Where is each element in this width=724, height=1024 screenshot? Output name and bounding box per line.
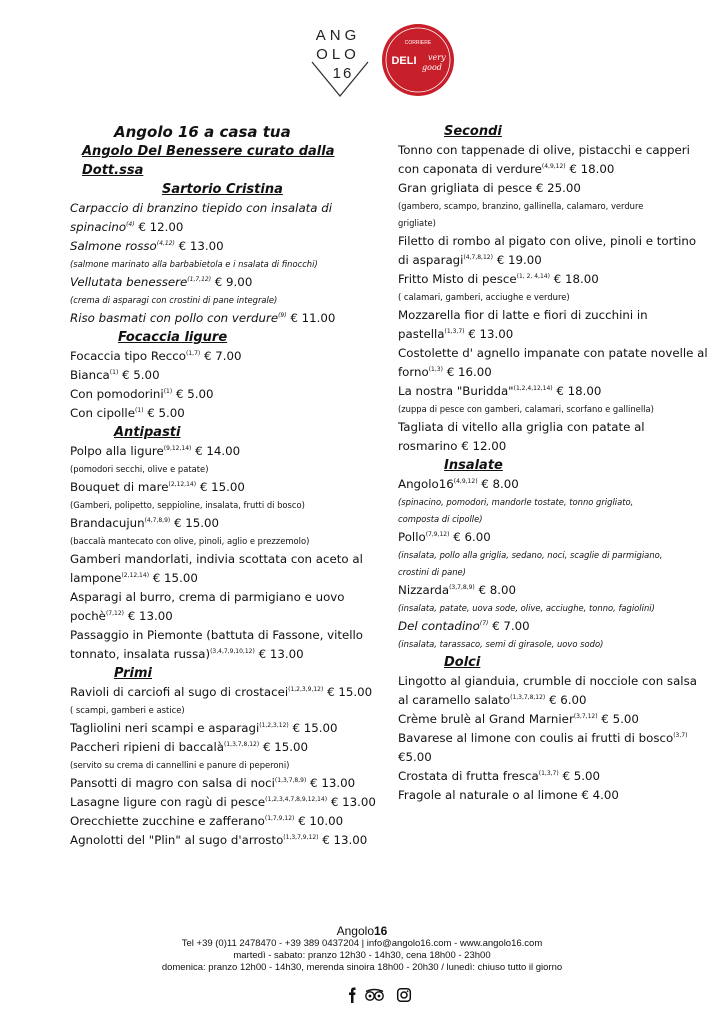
dish-name: Agnolotti del "Plin" al sugo d'arrosto — [70, 833, 284, 847]
svg-text:CORRIERE: CORRIERE — [404, 40, 432, 46]
menu-item — [70, 442, 400, 461]
dish-price: € 13.00 — [174, 239, 224, 253]
text: crostini di pane) — [398, 567, 466, 577]
text: (insalata, tarassaco, semi di girasole, uovo sodo) — [398, 639, 604, 649]
svg-text:very: very — [428, 53, 446, 62]
allergen-codes: (1,3,7,8,12) — [224, 741, 260, 749]
text: Focaccia ligure — [118, 330, 228, 345]
dish-description — [398, 198, 718, 215]
allergen-codes: (1,3,7,8,9) — [274, 777, 307, 785]
dish-description — [398, 494, 718, 511]
dish-price: € 12.00 — [134, 220, 184, 234]
menu-item — [398, 141, 718, 160]
dish-price: € 10.00 — [294, 814, 344, 828]
dish-price: € 15.00 — [288, 721, 338, 735]
dish-name: pochè — [70, 609, 106, 623]
dish-description — [398, 289, 718, 306]
text: Primi — [114, 666, 152, 681]
dish-name: Filetto di rombo al pigato con olive, pinoli e tortino — [398, 234, 697, 248]
text: Insalate — [444, 458, 503, 473]
menu-item — [70, 607, 400, 626]
dish-price: € 9.00 — [211, 275, 253, 289]
dish-name: Salmone rosso — [70, 239, 157, 253]
dish-description — [398, 401, 718, 418]
dish-description — [70, 256, 400, 273]
dish-name: €5.00 — [398, 750, 432, 764]
menu-item — [70, 831, 400, 850]
dish-name: Asparagi al burro, crema di parmigiano e uovo — [70, 590, 345, 604]
allergen-codes: (7,12) — [105, 610, 124, 618]
menu-item — [70, 199, 400, 218]
dish-name: Nizzarda — [398, 583, 450, 597]
social-links — [346, 986, 416, 1004]
dish-name: Con pomodorini — [70, 387, 164, 401]
facebook-icon[interactable] — [349, 988, 356, 1004]
text: composta di cipolle) — [398, 514, 483, 524]
menu-item — [70, 309, 400, 328]
dish-name: Gran grigliata di pesce — [398, 181, 533, 195]
menu-item — [70, 366, 400, 385]
dish-price: € 15.00 — [323, 685, 373, 699]
dish-price: € 13.00 — [318, 833, 368, 847]
menu-item — [70, 237, 400, 256]
text: (servito su crema di cannellini e panure di peperoni) — [70, 760, 290, 770]
section-heading — [398, 456, 718, 475]
dish-description — [70, 497, 400, 514]
dish-name: Brandacujun — [70, 516, 145, 530]
allergen-codes: (4) — [126, 221, 135, 229]
dish-name: Tonno con tappenade di olive, pistacchi e capperi — [398, 143, 690, 157]
menu-item — [398, 729, 718, 748]
allergen-codes: (3,4,7,9,10,12) — [210, 648, 255, 656]
menu-item — [398, 475, 718, 494]
dish-price: € 5.00 — [172, 387, 214, 401]
menu-item — [70, 478, 400, 497]
menu-item — [70, 385, 400, 404]
dish-name: Lingotto al gianduia, crumble di nocciole con salsa — [398, 674, 697, 688]
menu-left-column — [70, 122, 400, 850]
footer-brand-name: Angolo — [336, 924, 374, 938]
logo-line1: ANG — [315, 27, 361, 44]
allergen-codes: (1,7) — [186, 350, 201, 358]
dish-name: pastella — [398, 327, 445, 341]
text: (pomodori secchi, olive e patate) — [70, 464, 209, 474]
text: Dolci — [444, 655, 481, 670]
text: (baccalà mantecato con olive, pinoli, aglio e prezzemolo) — [70, 536, 310, 546]
menu-item — [398, 160, 718, 179]
dish-name: Tagliata di vitello alla griglia con patate al — [398, 420, 645, 434]
menu-item — [398, 251, 718, 270]
allergen-codes: (4,12) — [156, 240, 175, 248]
text: (insalata, patate, uova sode, olive, acciughe, tonno, fagiolini) — [398, 603, 655, 613]
menu-item — [398, 691, 718, 710]
menu-item — [70, 347, 400, 366]
dish-description — [398, 564, 718, 581]
menu-item — [398, 786, 718, 805]
allergen-codes: (4,7,8,9) — [144, 517, 171, 525]
dish-name: forno — [398, 365, 429, 379]
dish-name: Polpo alla ligure — [70, 444, 164, 458]
menu-item — [398, 418, 718, 437]
allergen-codes: (1,2,3,4,7,8,9,12,14) — [265, 796, 328, 804]
allergen-codes: (7,9,12) — [425, 531, 450, 539]
allergen-codes: (1,7,12) — [187, 276, 212, 284]
text: Secondi — [444, 124, 502, 139]
text: ( calamari, gamberi, acciughe e verdure) — [398, 292, 570, 302]
menu-item — [398, 767, 718, 786]
dish-name: Orecchiette zucchine e zafferano — [70, 814, 265, 828]
text: ( scampi, gamberi e astice) — [70, 705, 185, 715]
dish-price: € 18.00 — [549, 272, 599, 286]
dish-name: Bavarese al limone con coulis ai frutti di bosco — [398, 731, 674, 745]
menu-item — [398, 617, 718, 636]
dish-name: Bianca — [70, 368, 110, 382]
dish-name: spinacino — [70, 220, 127, 234]
dish-name: rosmarino — [398, 439, 458, 453]
dish-description — [398, 600, 718, 617]
allergen-codes: (1,2,3,9,12) — [288, 686, 324, 694]
footer-brand — [0, 924, 724, 938]
dish-price: € 25.00 — [532, 181, 581, 195]
dish-price: € 13.00 — [327, 795, 376, 809]
logo-line2: OLO — [316, 46, 360, 63]
menu-item — [70, 774, 400, 793]
svg-text:good: good — [422, 63, 442, 72]
dish-price: € 18.00 — [565, 162, 615, 176]
text: grigliate) — [398, 218, 436, 228]
menu-item — [398, 382, 718, 401]
menu-item — [70, 569, 400, 588]
allergen-codes: (1) — [109, 369, 119, 377]
dish-price: € 5.00 — [558, 769, 600, 783]
allergen-codes: (1,3) — [428, 366, 443, 374]
section-heading — [70, 328, 400, 347]
svg-text:DELI: DELI — [391, 55, 417, 67]
footer-contact: Tel +39 (0)11 2478470 - +39 389 0437204 | info@angolo16.com - www.angolo16.com — [181, 938, 543, 949]
dish-name: Bouquet di mare — [70, 480, 169, 494]
dish-description — [398, 636, 718, 653]
dish-name: Costolette d' agnello impanate con patate novelle al — [398, 346, 708, 360]
text: (zuppa di pesce con gamberi, calamari, scorfano e gallinella) — [398, 404, 654, 414]
dish-name: Passaggio in Piemonte (battuta di Fassone, vitello — [70, 628, 364, 642]
menu-item — [70, 218, 400, 237]
menu-item — [70, 645, 400, 664]
menu-item — [398, 325, 718, 344]
dish-name: Fragole al naturale o al limone — [398, 788, 578, 802]
menu-item — [398, 581, 718, 600]
section-heading — [70, 664, 400, 683]
footer-hours-weekday: martedì - sabato: pranzo 12h30 - 14h30, cena 18h00 - 23h00 — [233, 950, 491, 961]
tripadvisor-icon[interactable] — [366, 990, 383, 1001]
menu-item — [398, 232, 718, 251]
allergen-codes: (1) — [134, 407, 144, 415]
dish-price: € 5.00 — [118, 368, 160, 382]
dish-price: € 11.00 — [286, 311, 336, 325]
allergen-codes: (2,12,14) — [121, 572, 150, 580]
text: (Gamberi, polipetto, seppioline, insalata, frutti di bosco) — [70, 500, 305, 510]
footer — [0, 924, 724, 974]
text: Angolo 16 a casa tua — [114, 123, 291, 141]
allergen-codes: (7) — [479, 620, 489, 628]
instagram-icon[interactable] — [398, 989, 411, 1002]
dish-description — [70, 533, 400, 550]
dish-name: Con cipolle — [70, 406, 135, 420]
dish-price: € 15.00 — [149, 571, 198, 585]
menu-item — [70, 793, 400, 812]
menu-item — [70, 514, 400, 533]
dish-price: € 5.00 — [143, 406, 185, 420]
dish-description — [70, 292, 400, 309]
dish-price: € 19.00 — [492, 253, 542, 267]
dish-name: Pansotti di magro con salsa di noci — [70, 776, 275, 790]
dish-price: € 13.00 — [306, 776, 356, 790]
allergen-codes: (9) — [278, 312, 287, 320]
menu-right-column — [398, 122, 718, 805]
menu-item — [70, 626, 400, 645]
dish-price: € 12.00 — [457, 439, 507, 453]
menu-item — [70, 738, 400, 757]
menu-item — [398, 270, 718, 289]
logo-line3: 16 — [332, 65, 354, 82]
dish-price: € 8.00 — [474, 583, 517, 597]
allergen-codes: (2,12,14) — [168, 481, 197, 489]
section-heading — [70, 180, 400, 199]
dish-price: € 7.00 — [200, 349, 242, 363]
dish-price: € 15.00 — [170, 516, 220, 530]
menu-item — [398, 437, 718, 456]
section-subheading — [70, 142, 400, 180]
text: (spinacino, pomodori, mandorle tostate, tonno grigliato, — [398, 497, 634, 507]
dish-name: tonnato, insalata russa) — [70, 647, 211, 661]
dish-price: € 13.00 — [123, 609, 173, 623]
dish-name: Vellutata benessere — [70, 275, 188, 289]
menu-item — [70, 588, 400, 607]
dish-name: Riso basmati con pollo con verdure — [70, 311, 279, 325]
allergen-codes: (4,7,8,12) — [463, 254, 493, 262]
menu-item — [70, 404, 400, 423]
text: Angolo Del Benessere curato dalla Dott.ssa — [82, 144, 335, 178]
allergen-codes: (4,9,12) — [453, 478, 478, 486]
menu-item — [70, 683, 400, 702]
menu-item — [70, 719, 400, 738]
dish-description — [398, 215, 718, 232]
text: Antipasti — [114, 425, 181, 440]
dish-description — [70, 757, 400, 774]
dish-name: Crème brulè al Grand Marnier — [398, 712, 574, 726]
dish-price: € 13.00 — [464, 327, 514, 341]
dish-name: con caponata di verdure — [398, 162, 542, 176]
text: (gambero, scampo, branzino, gallinella, calamaro, verdure — [398, 201, 644, 211]
dish-price: € 16.00 — [442, 365, 492, 379]
menu-item — [70, 812, 400, 831]
logo — [310, 22, 460, 102]
text: (insalata, pollo alla griglia, sedano, noci, scaglie di parmigiano, — [398, 550, 663, 560]
allergen-codes: (3,7,8,9) — [449, 584, 475, 592]
allergen-codes: (1,3,7) — [538, 770, 559, 778]
footer-hours-sunday: domenica: pranzo 12h00 - 14h30, merenda sinoira 18h00 - 20h30 / lunedì: chiuso tutto il giorno — [161, 962, 563, 973]
allergen-codes: (1, 2, 4,14) — [516, 273, 550, 281]
dish-price: € 18.00 — [552, 384, 602, 398]
dish-description — [70, 461, 400, 478]
text: (salmone marinato alla barbabietola e i nsalata di finocchi) — [70, 259, 318, 269]
text: Sartorio Cristina — [162, 182, 283, 197]
allergen-codes: (1,3,7,9,12) — [283, 834, 319, 842]
dish-name: Paccheri ripieni di baccalà — [70, 740, 224, 754]
dish-description — [70, 702, 400, 719]
dish-price: € 7.00 — [488, 619, 530, 633]
menu-item — [398, 672, 718, 691]
dish-description — [398, 511, 718, 528]
dish-name: Carpaccio di branzino tiepido con insalata di — [70, 201, 333, 215]
allergen-codes: (1,3,7,8,12) — [510, 694, 546, 702]
dish-price: € 14.00 — [191, 444, 241, 458]
dish-price: € 15.00 — [196, 480, 245, 494]
allergen-codes: (9,12,14) — [163, 445, 192, 453]
angolo16-logo — [312, 27, 368, 96]
allergen-codes: (1,3,7) — [444, 328, 465, 336]
dish-price: € 15.00 — [259, 740, 308, 754]
allergen-codes: (1,7,9,12) — [264, 815, 295, 823]
allergen-codes: (1,2,4,12,14) — [513, 385, 553, 393]
allergen-codes: (3,7,12) — [573, 713, 598, 721]
dish-name: Lasagne ligure con ragù di pesce — [70, 795, 266, 809]
dish-name: al caramello salato — [398, 693, 511, 707]
delivery-good-badge — [382, 24, 454, 96]
dish-name: Crostata di frutta fresca — [398, 769, 539, 783]
dish-name: di asparagi — [398, 253, 464, 267]
dish-price: € 6.00 — [449, 530, 491, 544]
menu-item — [70, 550, 400, 569]
section-heading — [398, 122, 718, 141]
allergen-codes: (1,2,3,12) — [259, 722, 289, 730]
dish-price: € 8.00 — [477, 477, 519, 491]
dish-name: Pollo — [398, 530, 426, 544]
allergen-codes: (4,9,12) — [541, 163, 566, 171]
section-heading — [398, 653, 718, 672]
dish-name: Fritto Misto di pesce — [398, 272, 517, 286]
menu-item — [398, 179, 718, 198]
dish-name: La nostra "Buridda" — [398, 384, 514, 398]
dish-description — [398, 547, 718, 564]
menu-item — [398, 344, 718, 363]
dish-price: € 5.00 — [597, 712, 639, 726]
allergen-codes: (1) — [163, 388, 173, 396]
menu-item — [398, 528, 718, 547]
menu-item — [70, 273, 400, 292]
section-heading — [70, 423, 400, 442]
text: (crema di asparagi con crostini di pane integrale) — [70, 295, 278, 305]
allergen-codes: (3,7) — [673, 732, 688, 740]
menu-item — [398, 710, 718, 729]
dish-name: Ravioli di carciofi al sugo di crostacei — [70, 685, 289, 699]
dish-price: € 6.00 — [545, 693, 587, 707]
menu-title — [70, 122, 400, 142]
menu-item — [398, 748, 718, 767]
dish-name: Gamberi mandorlati, indivia scottata con aceto al — [70, 552, 363, 566]
menu-item — [398, 306, 718, 325]
dish-name: Mozzarella fior di latte e fiori di zucchini in — [398, 308, 648, 322]
dish-name: Angolo16 — [398, 477, 454, 491]
menu-item — [398, 363, 718, 382]
footer-brand-number: 16 — [374, 924, 388, 938]
dish-price: € 4.00 — [577, 788, 619, 802]
dish-name: Tagliolini neri scampi e asparagi — [70, 721, 260, 735]
dish-name: lampone — [70, 571, 122, 585]
dish-name: Focaccia tipo Recco — [70, 349, 186, 363]
dish-name: Del contadino — [398, 619, 480, 633]
dish-price: € 13.00 — [254, 647, 304, 661]
